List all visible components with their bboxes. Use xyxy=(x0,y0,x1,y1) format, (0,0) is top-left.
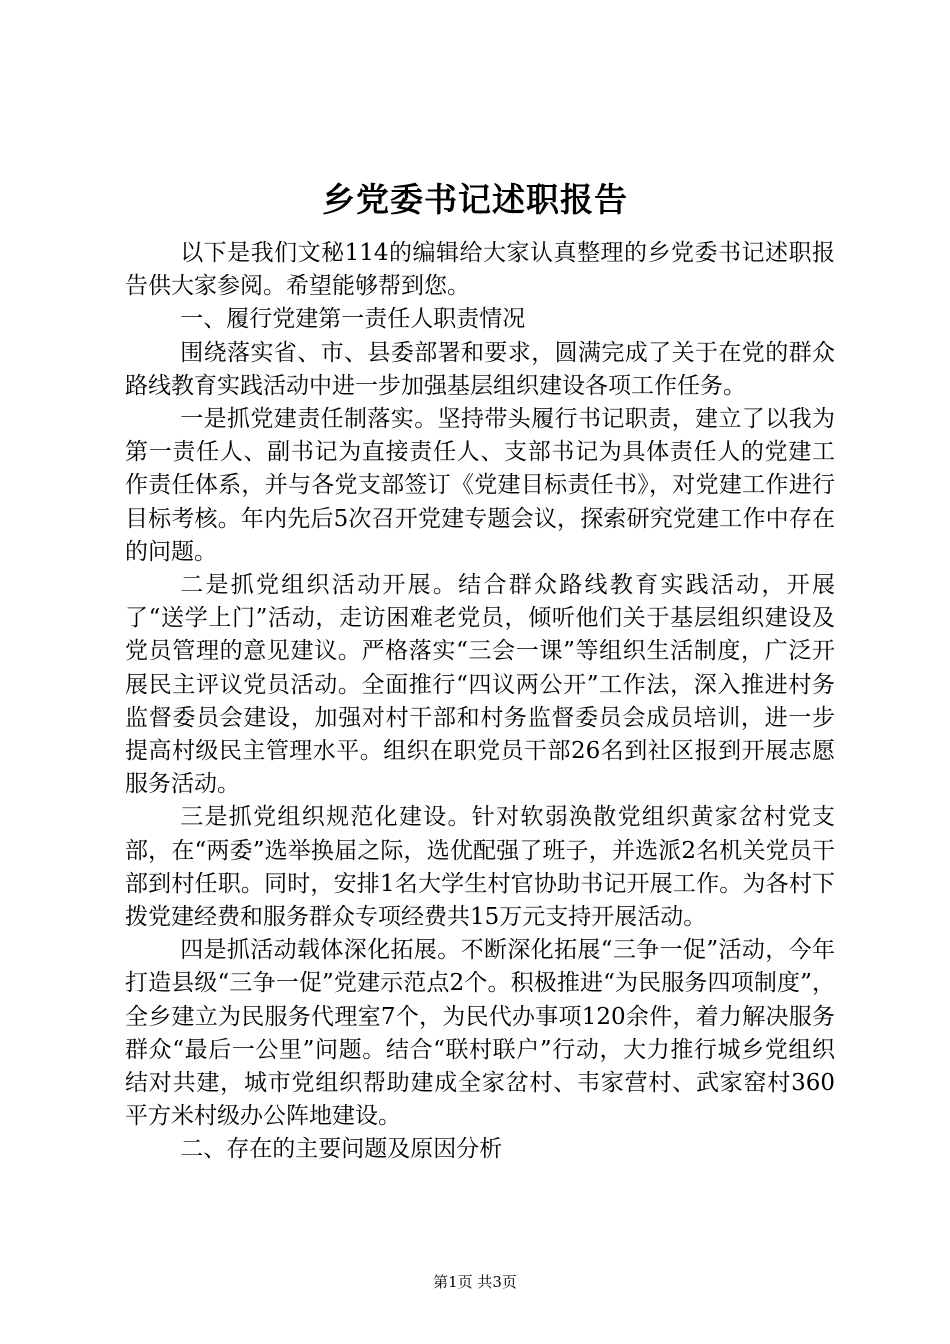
body-paragraph: 一是抓党建责任制落实。坚持带头履行书记职责，建立了以我为第一责任人、副书记为直接责任人、支部书记为具体责任人的党建工作责任体系，并与各党支部签订《党建目标责任书》，对党建工作进行目标考核。年内先后5次召开党建专题会议，探索研究党建工作中存在的问题。 xyxy=(125,406,835,565)
section-heading-2: 二、存在的主要问题及原因分析 xyxy=(180,1136,503,1163)
intro-paragraph: 以下是我们文秘114的编辑给大家认真整理的乡党委书记述职报告供大家参阅。希望能够帮到您。 xyxy=(125,240,835,300)
body-paragraph: 围绕落实省、市、县委部署和要求，圆满完成了关于在党的群众路线教育实践活动中进一步加强基层组织建设各项工作任务。 xyxy=(125,339,835,399)
page-number-footer: 第1页 共3页 xyxy=(433,1273,517,1291)
body-paragraph: 四是抓活动载体深化拓展。不断深化拓展“三争一促”活动，今年打造县级“三争一促”党建示范点2个。积极推进“为民服务四项制度”，全乡建立为民服务代理室7个，为民代办事项120余件，着力解决服务群众“最后一公里”问题。结合“联村联户”行动，大力推行城乡党组织结对共建，城市党组织帮助建成全家岔村、韦家营村、武家窑村360平方米村级办公阵地建设。 xyxy=(125,937,835,1130)
body-paragraph: 三是抓党组织规范化建设。针对软弱涣散党组织黄家岔村党支部，在“两委”选举换届之际，选优配强了班子，并选派2名机关党员干部到村任职。同时，安排1名大学生村官协助书记开展工作。为各村下拨党建经费和服务群众专项经费共15万元支持开展活动。 xyxy=(125,804,835,931)
section-heading-1: 一、履行党建第一责任人职责情况 xyxy=(180,306,526,333)
document-body xyxy=(125,237,835,1167)
document-title: 乡党委书记述职报告 xyxy=(322,180,628,219)
body-paragraph: 二是抓党组织活动开展。结合群众路线教育实践活动，开展了“送学上门”活动，走访困难老党员，倾听他们关于基层组织建设及党员管理的意见建议。严格落实“三会一课”等组织生活制度，广泛开展民主评议党员活动。全面推行“四议两公开”工作法，深入推进村务监督委员会建设，加强对村干部和村务监督委员会成员培训，进一步提高村级民主管理水平。组织在职党员干部26名到社区报到开展志愿服务活动。 xyxy=(125,572,835,798)
